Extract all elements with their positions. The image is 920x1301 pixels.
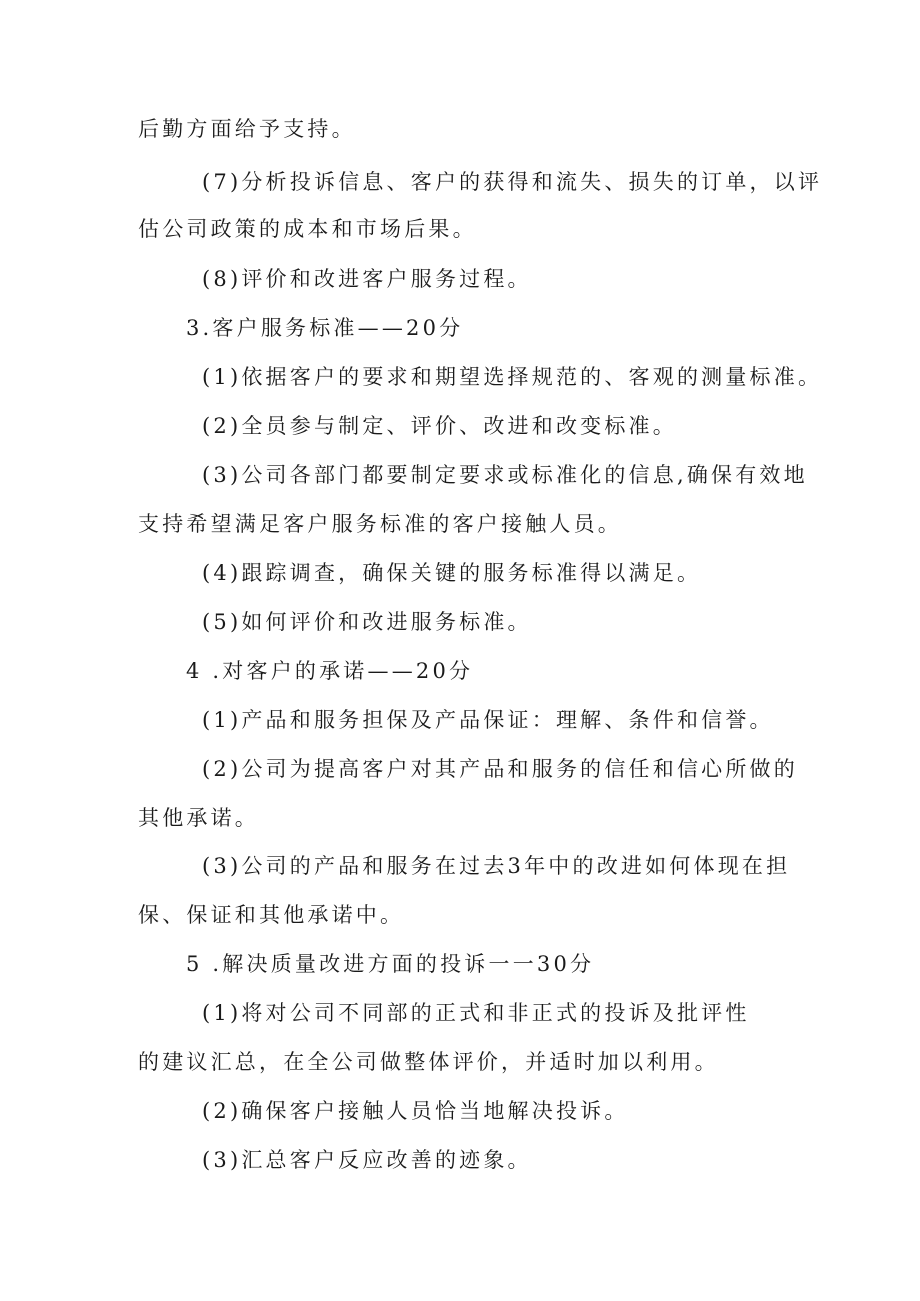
text-line: 的建议汇总，在全公司做整体评价，并适时加以利用。: [138, 1050, 719, 1074]
text-line: 估公司政策的成本和市场后果。: [138, 217, 477, 241]
text-line: (7)分析投诉信息、客户的获得和流失、损失的订单，以评: [202, 170, 823, 194]
text-line: (1)产品和服务担保及产品保证：理解、条件和信誉。: [202, 708, 774, 732]
text-line: (3)汇总客户反应改善的迹象。: [202, 1148, 532, 1172]
text-line: (3)公司的产品和服务在过去3年中的改进如何体现在担: [202, 854, 791, 878]
text-line: (2)全员参与制定、评价、改进和改变标准。: [202, 414, 677, 438]
text-line: 支持希望满足客户服务标准的客户接触人员。: [138, 512, 622, 536]
text-line: (8)评价和改进客户服务过程。: [202, 267, 532, 291]
text-line: (4)跟踪调查，确保关键的服务标准得以满足。: [202, 561, 702, 585]
text-line: 后勤方面给予支持。: [138, 117, 356, 141]
text-line: (3)公司各部门都要制定要求或标准化的信息,确保有效地: [202, 463, 808, 487]
text-line: (2)公司为提高客户对其产品和服务的信任和信心所做的: [202, 757, 798, 781]
text-line: (1)依据客户的要求和期望选择规范的、客观的测量标准。: [202, 365, 823, 389]
text-line: (2)确保客户接触人员恰当地解决投诉。: [202, 1099, 629, 1123]
text-line: 其他承诺。: [138, 806, 259, 830]
section-heading: 3.客户服务标准——20分: [186, 316, 464, 340]
section-heading: 5 .解决质量改进方面的投诉一一30分: [186, 952, 595, 976]
text-line: (1)将对公司不同部的正式和非正式的投诉及批评性: [202, 1001, 750, 1025]
text-line: 保、保证和其他承诺中。: [138, 903, 405, 927]
text-line: (5)如何评价和改进服务标准。: [202, 610, 532, 634]
section-heading: 4 .对客户的承诺——20分: [186, 659, 474, 683]
